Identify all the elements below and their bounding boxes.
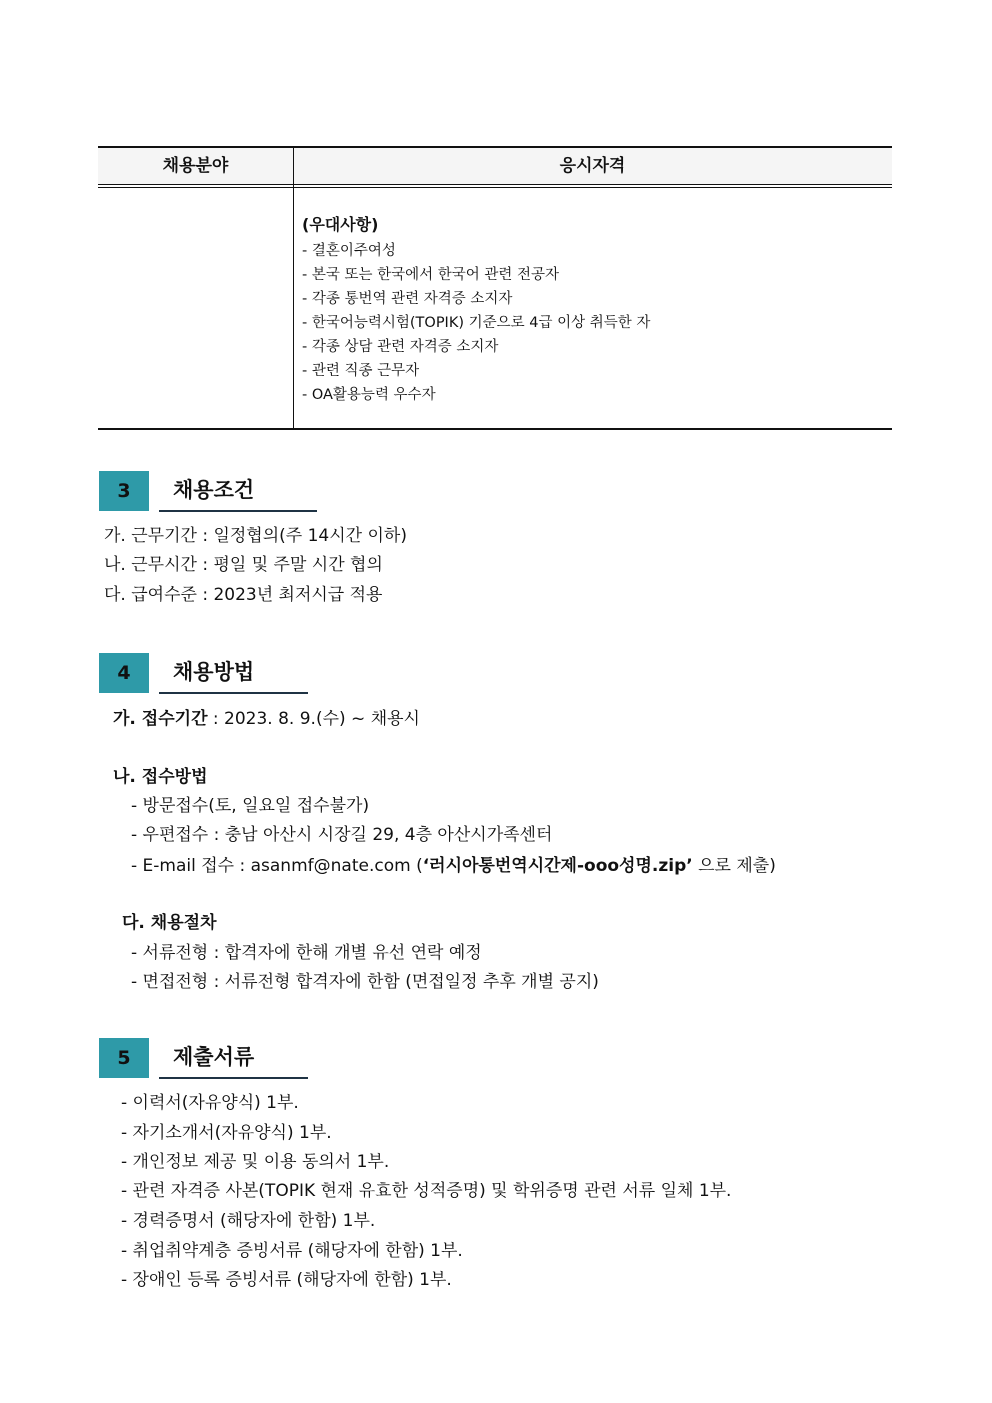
document-item: - 취업취약계층 증빙서류 (해당자에 한함) 1부. xyxy=(121,1241,463,1261)
table-header-row xyxy=(98,148,892,184)
preference-item: - 각종 통번역 관련 자격증 소지자 xyxy=(302,291,513,307)
method-item-email xyxy=(131,853,776,879)
column-divider xyxy=(293,146,294,429)
document-item: - 자기소개서(자유양식) 1부. xyxy=(121,1123,332,1143)
procedure-item-interview: - 면접전형 : 서류전형 합격자에 한함 (면접일정 추후 개별 공지) xyxy=(131,972,599,992)
preference-title: (우대사항) xyxy=(302,215,379,234)
header-qualification: 응시자격 xyxy=(559,156,626,176)
application-period xyxy=(113,706,420,732)
method-item-visit: - 방문접수(토, 일요일 접수불가) xyxy=(131,796,370,816)
preference-item: - 한국어능력시험(TOPIK) 기준으로 4급 이상 취득한 자 xyxy=(302,315,651,331)
section-5-number: 5 xyxy=(99,1038,149,1078)
application-period-label: 가. 접수기간 xyxy=(113,709,208,729)
procedure-item-document: - 서류전형 : 합격자에 한해 개별 유선 연락 예정 xyxy=(131,943,482,963)
employment-condition-wage: 다. 급여수준 : 2023년 최저시급 적용 xyxy=(104,585,383,605)
table-bottom-border xyxy=(98,428,892,430)
document-item: - 경력증명서 (해당자에 한함) 1부. xyxy=(121,1211,376,1231)
application-period-value: : 2023. 8. 9.(수) ~ 채용시 xyxy=(207,709,420,729)
email-prefix: - E-mail 접수 : asanmf@nate.com ( xyxy=(131,856,423,876)
table-top-border xyxy=(98,146,892,148)
email-suffix: 으로 제출) xyxy=(692,856,776,876)
email-filename: ‘러시아통번역시간제-ooo성명.zip’ xyxy=(422,856,693,876)
method-item-mail: - 우편접수 : 충남 아산시 시장길 29, 4층 아산시가족센터 xyxy=(131,825,553,845)
employment-condition-period: 가. 근무기간 : 일정협의(주 14시간 이하) xyxy=(104,526,407,546)
section-5-underline xyxy=(159,1077,308,1079)
document-item: - 이력서(자유양식) 1부. xyxy=(121,1093,299,1113)
preference-item: - 본국 또는 한국에서 한국어 관련 전공자 xyxy=(302,267,559,283)
section-5-title: 제출서류 xyxy=(173,1045,255,1069)
preference-item: - 결혼이주여성 xyxy=(302,243,396,259)
document-item: - 개인정보 제공 및 이용 동의서 1부. xyxy=(121,1152,390,1172)
preference-item: - OA활용능력 우수자 xyxy=(302,387,436,403)
section-3-underline xyxy=(159,510,317,512)
employment-condition-hours: 나. 근무시간 : 평일 및 주말 시간 협의 xyxy=(104,555,383,575)
section-3-number: 3 xyxy=(99,471,149,511)
header-double-line-2 xyxy=(98,187,892,188)
section-4-number: 4 xyxy=(99,653,149,693)
section-4-underline xyxy=(159,692,308,694)
preference-item: - 관련 직종 근무자 xyxy=(302,363,420,379)
section-4-title: 채용방법 xyxy=(173,660,255,684)
qualification-cell xyxy=(302,213,882,407)
document-item: - 장애인 등록 증빙서류 (해당자에 한함) 1부. xyxy=(121,1270,452,1290)
preference-item: - 각종 상담 관련 자격증 소지자 xyxy=(302,339,499,355)
header-field: 채용분야 xyxy=(162,156,229,176)
application-method-label: 나. 접수방법 xyxy=(113,767,208,787)
hiring-procedure-label: 다. 채용절차 xyxy=(122,913,217,933)
document-item: - 관련 자격증 사본(TOPIK 현재 유효한 성적증명) 및 학위증명 관련 서류 일체 1부. xyxy=(121,1181,732,1201)
section-3-title: 채용조건 xyxy=(173,478,255,502)
header-double-line-1 xyxy=(98,184,892,185)
